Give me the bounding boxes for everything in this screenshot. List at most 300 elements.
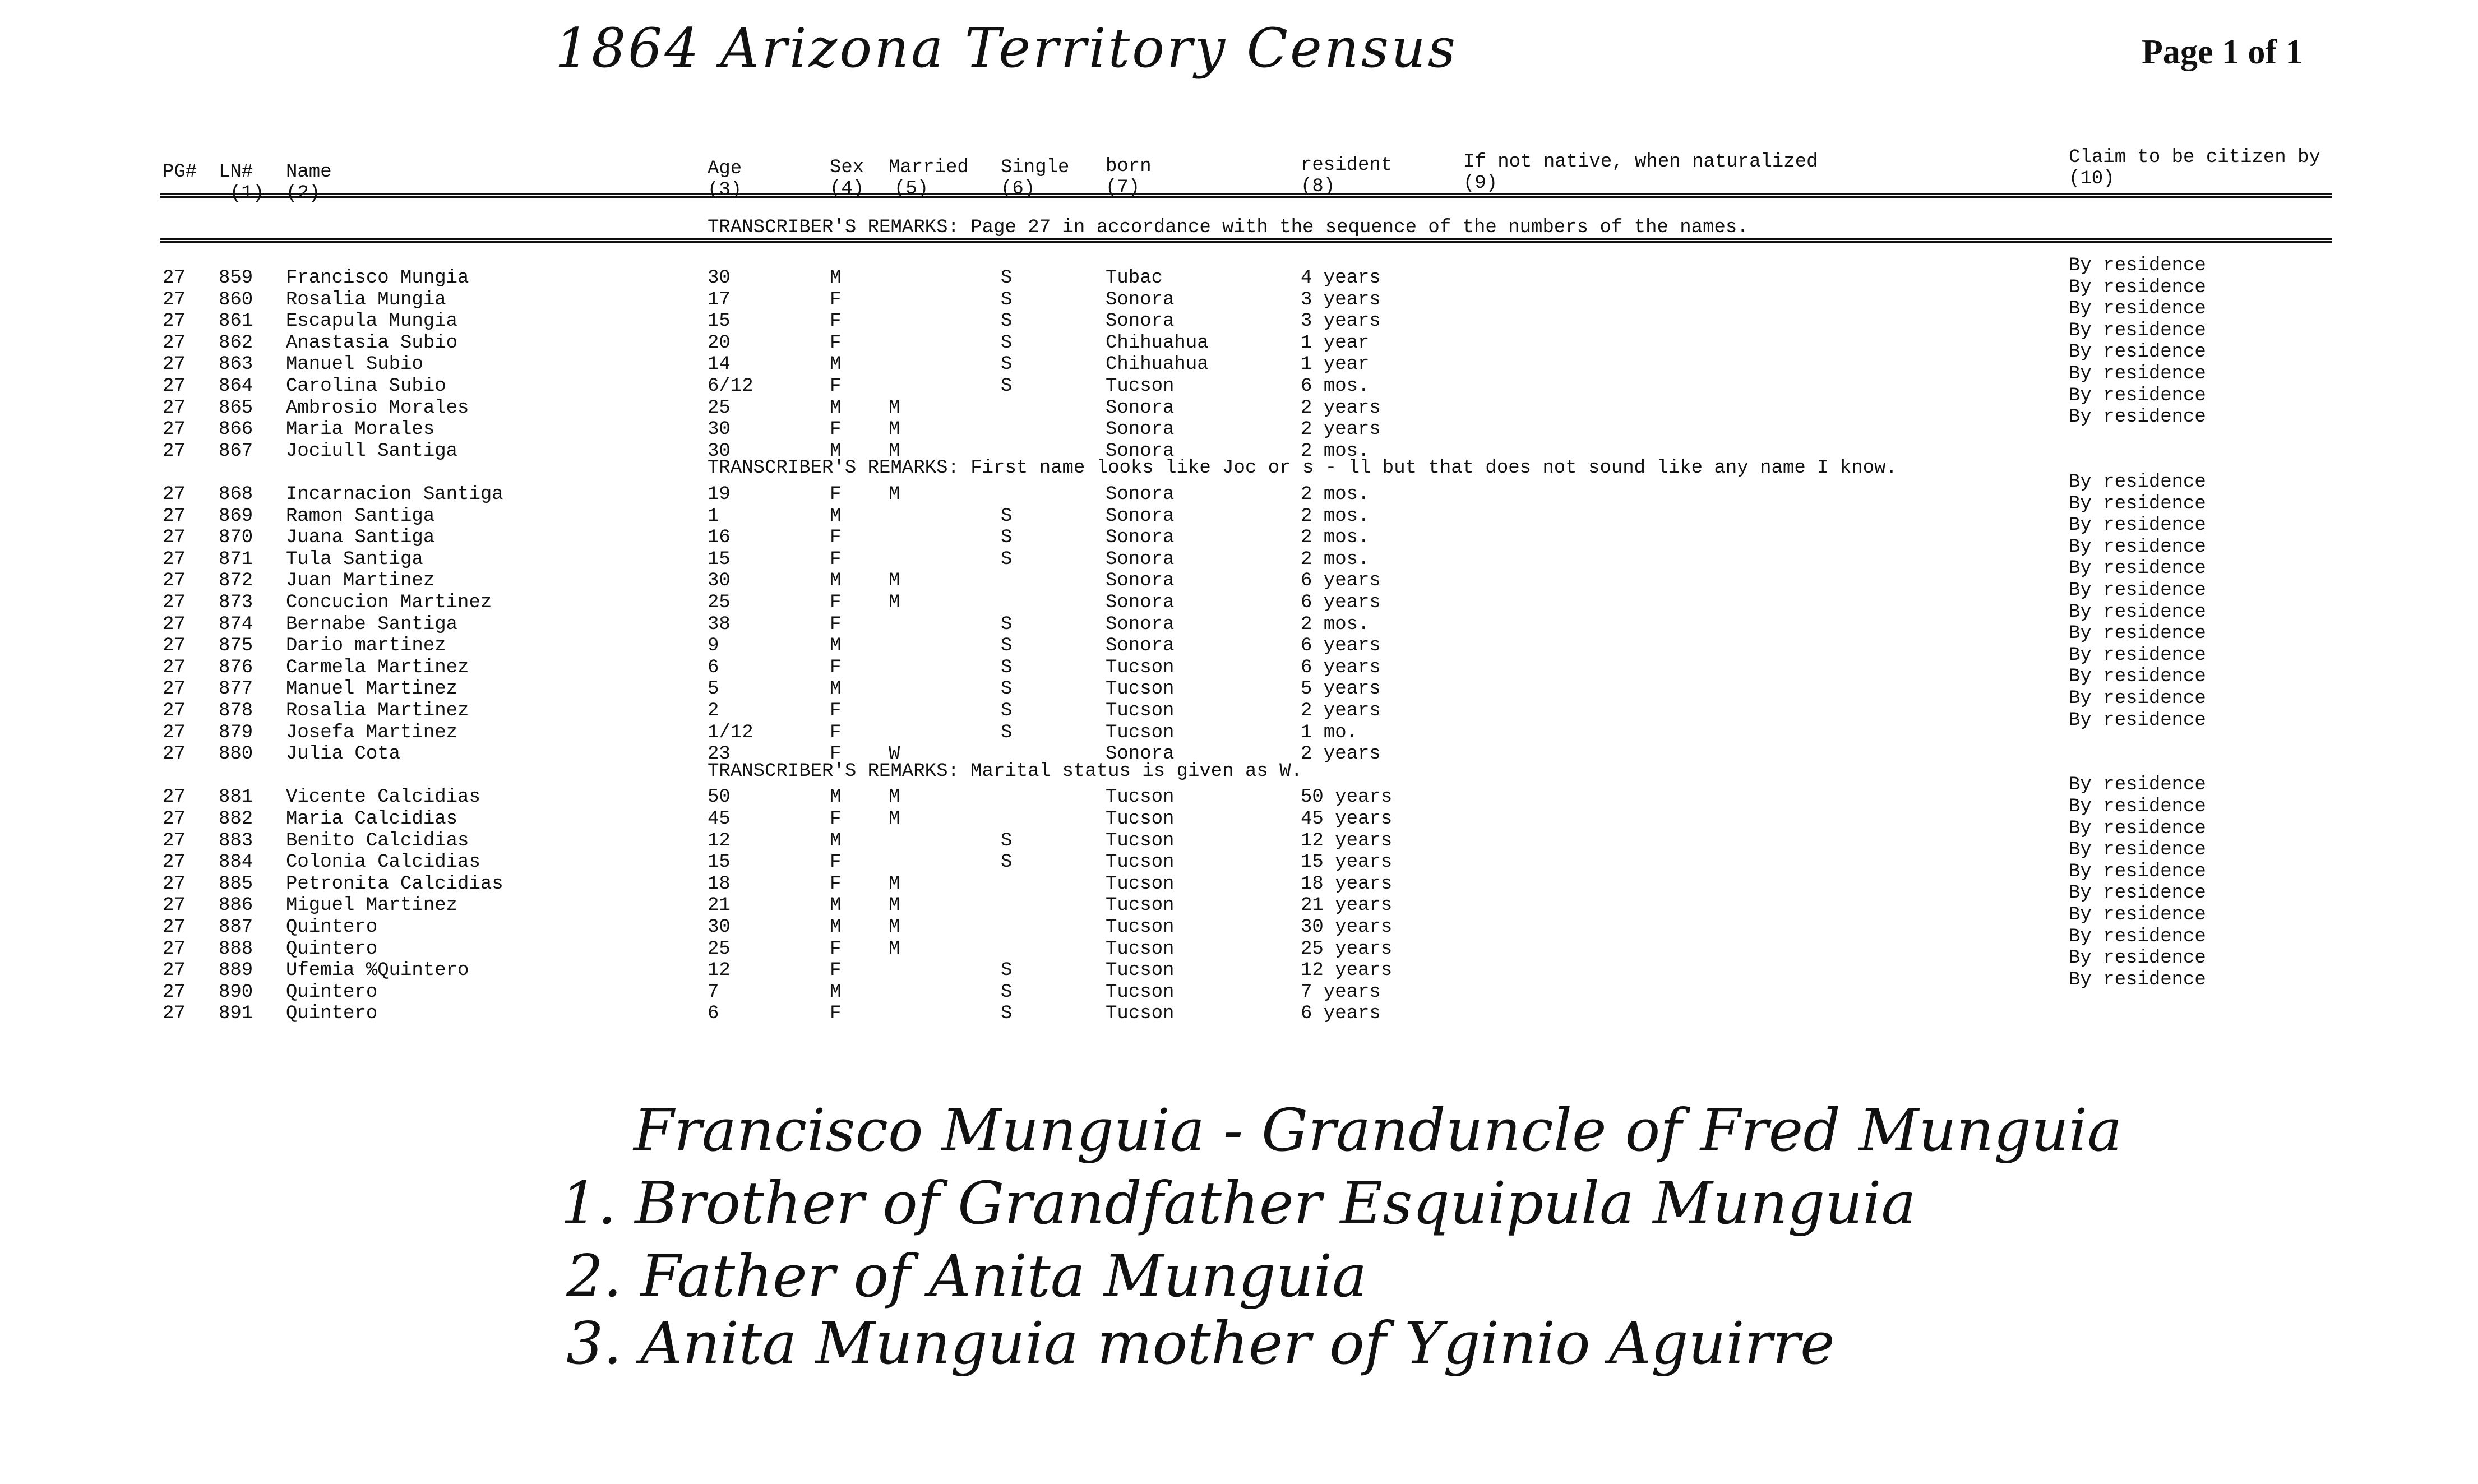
citizen-cell: By residence xyxy=(2069,558,2206,580)
age-cell: 30 xyxy=(708,570,731,592)
pg-cell: 27 xyxy=(163,938,186,960)
citizen-cell: By residence xyxy=(2069,688,2206,709)
resident-cell: 2 years xyxy=(1301,397,1381,419)
resident-cell: 6 years xyxy=(1301,635,1381,657)
pg-cell: 27 xyxy=(163,960,186,982)
single-cell: S xyxy=(1001,527,1013,549)
ln-cell: 891 xyxy=(219,1003,253,1025)
age-cell: 6/12 xyxy=(708,376,753,397)
age-cell: 30 xyxy=(708,419,731,441)
born-cell: Tucson xyxy=(1106,787,1175,808)
name-cell: Escapula Mungia xyxy=(286,311,458,332)
pg-cell: 27 xyxy=(163,548,186,570)
single-cell: S xyxy=(1001,548,1013,570)
col-header-citizen: Claim to be citizen by (10) xyxy=(2069,147,2320,189)
ln-cell: 867 xyxy=(219,440,253,462)
resident-cell: 25 years xyxy=(1301,938,1393,960)
resident-cell: 12 years xyxy=(1301,830,1393,852)
resident-cell: 12 years xyxy=(1301,960,1393,982)
born-cell: Chihuahua xyxy=(1106,332,1209,354)
citizen-cell: By residence xyxy=(2069,709,2206,731)
pg-cell: 27 xyxy=(163,852,186,873)
born-cell: Tubac xyxy=(1106,267,1163,289)
age-cell: 21 xyxy=(708,895,731,917)
born-cell: Tucson xyxy=(1106,376,1175,397)
pg-cell: 27 xyxy=(163,397,186,419)
sex-cell: M xyxy=(830,917,842,938)
ln-cell: 865 xyxy=(219,397,253,419)
ln-cell: 863 xyxy=(219,354,253,376)
resident-cell: 15 years xyxy=(1301,852,1393,873)
single-cell: S xyxy=(1001,311,1013,332)
name-cell: Quintero xyxy=(286,917,378,938)
transcriber-remark: TRANSCRIBER'S REMARKS: Marital status is given as W. xyxy=(708,760,1302,782)
page-label: Page 1 of 1 xyxy=(2142,33,2303,71)
sex-cell: M xyxy=(830,440,842,462)
age-cell: 30 xyxy=(708,440,731,462)
citizen-cell: By residence xyxy=(2069,774,2206,796)
age-cell: 9 xyxy=(708,635,719,657)
name-cell: Ramon Santiga xyxy=(286,505,435,527)
married-cell: W xyxy=(889,743,900,765)
citizen-cell: By residence xyxy=(2069,493,2206,515)
name-cell: Rosalia Martinez xyxy=(286,700,469,722)
handwritten-note-line: 3. Anita Munguia mother of Yginio Aguirre xyxy=(566,1309,1835,1377)
single-cell: S xyxy=(1001,830,1013,852)
born-cell: Tucson xyxy=(1106,873,1175,895)
col-header-pg: PG# xyxy=(163,161,197,183)
name-cell: Incarnacion Santiga xyxy=(286,484,503,505)
sex-cell: M xyxy=(830,635,842,657)
single-cell: S xyxy=(1001,657,1013,678)
ln-cell: 889 xyxy=(219,960,253,982)
married-cell: M xyxy=(889,787,900,808)
name-cell: Manuel Martinez xyxy=(286,678,458,700)
ln-cell: 866 xyxy=(219,419,253,441)
age-cell: 14 xyxy=(708,354,731,376)
sex-cell: F xyxy=(830,311,842,332)
born-cell: Tucson xyxy=(1106,1003,1175,1025)
citizen-cell: By residence xyxy=(2069,385,2206,406)
ln-cell: 871 xyxy=(219,548,253,570)
header-rule-top xyxy=(160,193,2332,198)
citizen-cell: By residence xyxy=(2069,363,2206,385)
age-cell: 18 xyxy=(708,873,731,895)
pg-cell: 27 xyxy=(163,613,186,635)
name-cell: Manuel Subio xyxy=(286,354,423,376)
citizen-cell: By residence xyxy=(2069,276,2206,298)
sex-cell: F xyxy=(830,1003,842,1025)
citizen-cell: By residence xyxy=(2069,536,2206,558)
resident-cell: 2 years xyxy=(1301,743,1381,765)
sex-cell: M xyxy=(830,397,842,419)
col-header-naturalized: If not native, when naturalized (9) xyxy=(1463,151,1818,194)
ln-cell: 859 xyxy=(219,267,253,289)
name-cell: Vicente Calcidias xyxy=(286,787,480,808)
pg-cell: 27 xyxy=(163,722,186,743)
pg-cell: 27 xyxy=(163,311,186,332)
ln-cell: 887 xyxy=(219,917,253,938)
ln-cell: 870 xyxy=(219,527,253,549)
sex-cell: M xyxy=(830,787,842,808)
ln-cell: 862 xyxy=(219,332,253,354)
age-cell: 15 xyxy=(708,548,731,570)
sex-cell: F xyxy=(830,852,842,873)
sex-cell: F xyxy=(830,484,842,505)
handwritten-note-line: Francisco Munguia - Granduncle of Fred Munguia xyxy=(634,1096,2123,1164)
single-cell: S xyxy=(1001,722,1013,743)
pg-cell: 27 xyxy=(163,635,186,657)
born-cell: Sonora xyxy=(1106,527,1175,549)
pg-cell: 27 xyxy=(163,700,186,722)
citizen-cell: By residence xyxy=(2069,666,2206,688)
ln-cell: 886 xyxy=(219,895,253,917)
born-cell: Tucson xyxy=(1106,938,1175,960)
born-cell: Chihuahua xyxy=(1106,354,1209,376)
col-header-name: Name (2) xyxy=(286,161,332,204)
resident-cell: 6 years xyxy=(1301,1003,1381,1025)
sex-cell: M xyxy=(830,981,842,1003)
pg-cell: 27 xyxy=(163,917,186,938)
age-cell: 6 xyxy=(708,1003,719,1025)
ln-cell: 885 xyxy=(219,873,253,895)
ln-cell: 875 xyxy=(219,635,253,657)
age-cell: 15 xyxy=(708,852,731,873)
single-cell: S xyxy=(1001,505,1013,527)
resident-cell: 2 years xyxy=(1301,419,1381,441)
single-cell: S xyxy=(1001,960,1013,982)
single-cell: S xyxy=(1001,613,1013,635)
resident-cell: 3 years xyxy=(1301,311,1381,332)
citizen-cell: By residence xyxy=(2069,406,2206,428)
sex-cell: F xyxy=(830,289,842,311)
single-cell: S xyxy=(1001,376,1013,397)
resident-cell: 30 years xyxy=(1301,917,1393,938)
pg-cell: 27 xyxy=(163,267,186,289)
married-cell: M xyxy=(889,397,900,419)
transcriber-remark: TRANSCRIBER'S REMARKS: First name looks like Joc or s - ll but that does not sound like any name I know. xyxy=(708,457,1897,479)
citizen-cell: By residence xyxy=(2069,601,2206,623)
single-cell: S xyxy=(1001,635,1013,657)
born-cell: Sonora xyxy=(1106,311,1175,332)
born-cell: Tucson xyxy=(1106,981,1175,1003)
married-cell: M xyxy=(889,570,900,592)
citizen-cell: By residence xyxy=(2069,839,2206,861)
resident-cell: 4 years xyxy=(1301,267,1381,289)
name-cell: Maria Morales xyxy=(286,419,435,441)
born-cell: Sonora xyxy=(1106,419,1175,441)
citizen-cell: By residence xyxy=(2069,580,2206,601)
resident-cell: 2 mos. xyxy=(1301,613,1370,635)
pg-cell: 27 xyxy=(163,895,186,917)
col-header-age: Age (3) xyxy=(708,158,742,201)
resident-cell: 2 mos. xyxy=(1301,440,1370,462)
citizen-cell: By residence xyxy=(2069,341,2206,363)
age-cell: 5 xyxy=(708,678,719,700)
age-cell: 25 xyxy=(708,397,731,419)
pg-cell: 27 xyxy=(163,440,186,462)
resident-cell: 6 years xyxy=(1301,592,1381,613)
ln-cell: 877 xyxy=(219,678,253,700)
single-cell: S xyxy=(1001,1003,1013,1025)
ln-cell: 876 xyxy=(219,657,253,678)
born-cell: Sonora xyxy=(1106,592,1175,613)
ln-cell: 864 xyxy=(219,376,253,397)
citizen-cell: By residence xyxy=(2069,861,2206,882)
born-cell: Sonora xyxy=(1106,440,1175,462)
ln-cell: 884 xyxy=(219,852,253,873)
pg-cell: 27 xyxy=(163,289,186,311)
resident-cell: 2 mos. xyxy=(1301,484,1370,505)
name-cell: Julia Cota xyxy=(286,743,401,765)
sex-cell: M xyxy=(830,354,842,376)
resident-cell: 6 years xyxy=(1301,657,1381,678)
single-cell: S xyxy=(1001,981,1013,1003)
resident-cell: 50 years xyxy=(1301,787,1393,808)
age-cell: 12 xyxy=(708,960,731,982)
name-cell: Jociull Santiga xyxy=(286,440,458,462)
name-cell: Rosalia Mungia xyxy=(286,289,446,311)
name-cell: Colonia Calcidias xyxy=(286,852,480,873)
born-cell: Tucson xyxy=(1106,657,1175,678)
born-cell: Sonora xyxy=(1106,505,1175,527)
age-cell: 6 xyxy=(708,657,719,678)
name-cell: Juan Martinez xyxy=(286,570,435,592)
ln-cell: 874 xyxy=(219,613,253,635)
transcriber-remark: TRANSCRIBER'S REMARKS: Page 27 in accordance with the sequence of the numbers of the names. xyxy=(708,217,1749,238)
age-cell: 16 xyxy=(708,527,731,549)
pg-cell: 27 xyxy=(163,873,186,895)
resident-cell: 45 years xyxy=(1301,808,1393,830)
name-cell: Tula Santiga xyxy=(286,548,423,570)
ln-cell: 881 xyxy=(219,787,253,808)
age-cell: 25 xyxy=(708,938,731,960)
name-cell: Francisco Mungia xyxy=(286,267,469,289)
pg-cell: 27 xyxy=(163,743,186,765)
ln-cell: 883 xyxy=(219,830,253,852)
sex-cell: F xyxy=(830,376,842,397)
born-cell: Tucson xyxy=(1106,895,1175,917)
name-cell: Miguel Martinez xyxy=(286,895,458,917)
ln-cell: 888 xyxy=(219,938,253,960)
citizen-cell: By residence xyxy=(2069,298,2206,320)
pg-cell: 27 xyxy=(163,376,186,397)
sex-cell: F xyxy=(830,960,842,982)
name-cell: Bernabe Santiga xyxy=(286,613,458,635)
name-cell: Josefa Martinez xyxy=(286,722,458,743)
age-cell: 7 xyxy=(708,981,719,1003)
single-cell: S xyxy=(1001,267,1013,289)
pg-cell: 27 xyxy=(163,787,186,808)
name-cell: Quintero xyxy=(286,1003,378,1025)
age-cell: 1/12 xyxy=(708,722,753,743)
pg-cell: 27 xyxy=(163,505,186,527)
pg-cell: 27 xyxy=(163,332,186,354)
resident-cell: 2 mos. xyxy=(1301,505,1370,527)
sex-cell: F xyxy=(830,527,842,549)
pg-cell: 27 xyxy=(163,354,186,376)
sex-cell: F xyxy=(830,657,842,678)
born-cell: Tucson xyxy=(1106,852,1175,873)
pg-cell: 27 xyxy=(163,657,186,678)
col-header-single: Single (6) xyxy=(1001,157,1070,200)
resident-cell: 2 mos. xyxy=(1301,548,1370,570)
name-cell: Benito Calcidias xyxy=(286,830,469,852)
name-cell: Anastasia Subio xyxy=(286,332,458,354)
name-cell: Carmela Martinez xyxy=(286,657,469,678)
married-cell: M xyxy=(889,440,900,462)
resident-cell: 2 mos. xyxy=(1301,527,1370,549)
born-cell: Tucson xyxy=(1106,830,1175,852)
ln-cell: 880 xyxy=(219,743,253,765)
born-cell: Tucson xyxy=(1106,808,1175,830)
ln-cell: 873 xyxy=(219,592,253,613)
age-cell: 45 xyxy=(708,808,731,830)
sex-cell: F xyxy=(830,332,842,354)
name-cell: Concucion Martinez xyxy=(286,592,492,613)
resident-cell: 6 years xyxy=(1301,570,1381,592)
ln-cell: 890 xyxy=(219,981,253,1003)
ln-cell: 869 xyxy=(219,505,253,527)
sex-cell: F xyxy=(830,743,842,765)
sex-cell: F xyxy=(830,722,842,743)
resident-cell: 6 mos. xyxy=(1301,376,1370,397)
age-cell: 23 xyxy=(708,743,731,765)
married-cell: M xyxy=(889,917,900,938)
citizen-cell: By residence xyxy=(2069,255,2206,276)
citizen-cell: By residence xyxy=(2069,515,2206,537)
ln-cell: 872 xyxy=(219,570,253,592)
name-cell: Maria Calcidias xyxy=(286,808,458,830)
age-cell: 20 xyxy=(708,332,731,354)
pg-cell: 27 xyxy=(163,527,186,549)
sex-cell: F xyxy=(830,613,842,635)
born-cell: Tucson xyxy=(1106,722,1175,743)
sex-cell: F xyxy=(830,419,842,441)
age-cell: 17 xyxy=(708,289,731,311)
born-cell: Tucson xyxy=(1106,917,1175,938)
born-cell: Sonora xyxy=(1106,289,1175,311)
pg-cell: 27 xyxy=(163,484,186,505)
name-cell: Petronita Calcidias xyxy=(286,873,503,895)
single-cell: S xyxy=(1001,289,1013,311)
citizen-cell: By residence xyxy=(2069,882,2206,904)
born-cell: Tucson xyxy=(1106,700,1175,722)
col-header-ln: LN# (1) xyxy=(219,161,265,204)
name-cell: Dario martinez xyxy=(286,635,446,657)
sex-cell: F xyxy=(830,808,842,830)
single-cell: S xyxy=(1001,852,1013,873)
sex-cell: M xyxy=(830,678,842,700)
single-cell: S xyxy=(1001,678,1013,700)
sex-cell: M xyxy=(830,505,842,527)
resident-cell: 18 years xyxy=(1301,873,1393,895)
name-cell: Quintero xyxy=(286,938,378,960)
name-cell: Juana Santiga xyxy=(286,527,435,549)
sex-cell: M xyxy=(830,830,842,852)
single-cell: S xyxy=(1001,332,1013,354)
married-cell: M xyxy=(889,419,900,441)
age-cell: 25 xyxy=(708,592,731,613)
sex-cell: F xyxy=(830,938,842,960)
col-header-resident: resident (8) xyxy=(1301,155,1393,197)
resident-cell: 2 years xyxy=(1301,700,1381,722)
pg-cell: 27 xyxy=(163,592,186,613)
born-cell: Tucson xyxy=(1106,678,1175,700)
pg-cell: 27 xyxy=(163,981,186,1003)
ln-cell: 878 xyxy=(219,700,253,722)
ln-cell: 879 xyxy=(219,722,253,743)
name-cell: Quintero xyxy=(286,981,378,1003)
citizen-cell: By residence xyxy=(2069,644,2206,666)
resident-cell: 3 years xyxy=(1301,289,1381,311)
pg-cell: 27 xyxy=(163,830,186,852)
col-header-married: Married (5) xyxy=(889,157,969,200)
age-cell: 12 xyxy=(708,830,731,852)
name-cell: Carolina Subio xyxy=(286,376,446,397)
age-cell: 2 xyxy=(708,700,719,722)
resident-cell: 7 years xyxy=(1301,981,1381,1003)
citizen-cell: By residence xyxy=(2069,320,2206,341)
age-cell: 1 xyxy=(708,505,719,527)
citizen-cell: By residence xyxy=(2069,817,2206,839)
resident-cell: 5 years xyxy=(1301,678,1381,700)
sex-cell: M xyxy=(830,570,842,592)
single-cell: S xyxy=(1001,354,1013,376)
pg-cell: 27 xyxy=(163,1003,186,1025)
married-cell: M xyxy=(889,484,900,505)
col-header-sex: Sex (4) xyxy=(830,157,864,200)
born-cell: Sonora xyxy=(1106,397,1175,419)
citizen-cell: By residence xyxy=(2069,904,2206,926)
sex-cell: F xyxy=(830,592,842,613)
col-header-born: born (7) xyxy=(1106,156,1152,198)
born-cell: Sonora xyxy=(1106,570,1175,592)
married-cell: M xyxy=(889,873,900,895)
handwritten-title: 1864 Arizona Territory Census xyxy=(555,17,1458,80)
sex-cell: F xyxy=(830,548,842,570)
resident-cell: 21 years xyxy=(1301,895,1393,917)
married-cell: M xyxy=(889,938,900,960)
born-cell: Sonora xyxy=(1106,743,1175,765)
pg-cell: 27 xyxy=(163,570,186,592)
ln-cell: 868 xyxy=(219,484,253,505)
sex-cell: M xyxy=(830,895,842,917)
pg-cell: 27 xyxy=(163,419,186,441)
age-cell: 30 xyxy=(708,267,731,289)
citizen-cell: By residence xyxy=(2069,969,2206,991)
age-cell: 19 xyxy=(708,484,731,505)
pg-cell: 27 xyxy=(163,678,186,700)
resident-cell: 1 year xyxy=(1301,332,1370,354)
citizen-cell: By residence xyxy=(2069,947,2206,969)
name-cell: Ambrosio Morales xyxy=(286,397,469,419)
citizen-cell: By residence xyxy=(2069,623,2206,645)
married-cell: M xyxy=(889,895,900,917)
citizen-cell: By residence xyxy=(2069,796,2206,817)
ln-cell: 860 xyxy=(219,289,253,311)
married-cell: M xyxy=(889,808,900,830)
born-cell: Sonora xyxy=(1106,548,1175,570)
sex-cell: M xyxy=(830,267,842,289)
born-cell: Sonora xyxy=(1106,613,1175,635)
age-cell: 38 xyxy=(708,613,731,635)
resident-cell: 1 mo. xyxy=(1301,722,1358,743)
citizen-cell: By residence xyxy=(2069,926,2206,947)
born-cell: Sonora xyxy=(1106,484,1175,505)
resident-cell: 1 year xyxy=(1301,354,1370,376)
sex-cell: F xyxy=(830,873,842,895)
